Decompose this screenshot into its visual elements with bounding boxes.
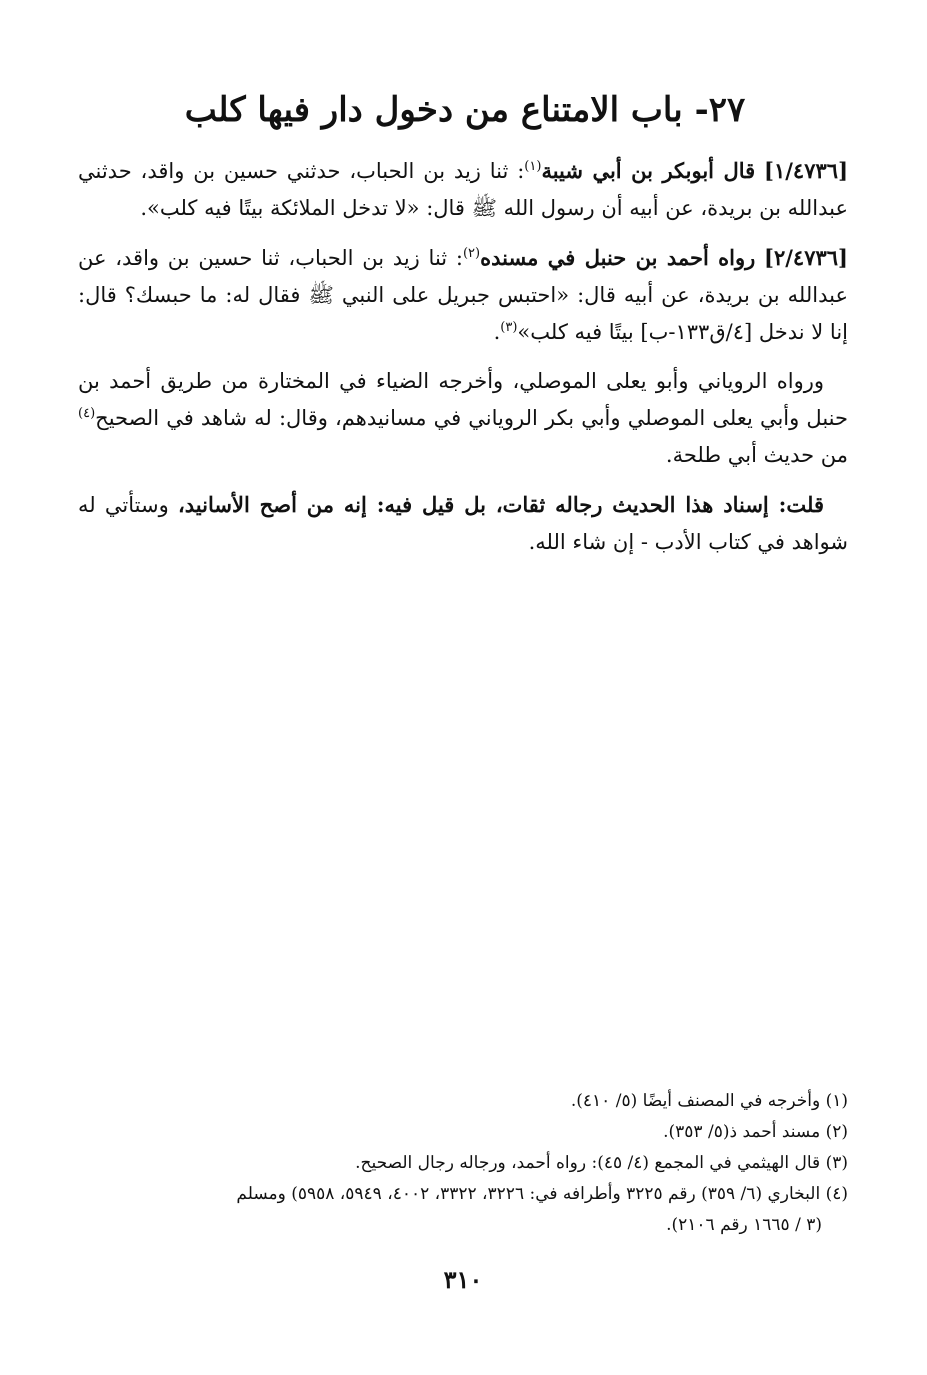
- footnote-4: (٤) البخاري (٦/ ٣٥٩) رقم ٣٢٢٥ وأطرافه في: ٣٢٢٦، ٣٣٢٢، ٤٠٠٢، ٥٩٤٩، ٥٩٥٨) ومسلم: [236, 1184, 848, 1204]
- sentence-end: .: [493, 320, 501, 344]
- hadith-text: : ثنا زيد بن الحباب، ثنا حسين بن واقد، عن عبدالله بن بريدة، عن أبيه قال: «احتبس جبريل على النبي ﷺ فقال له: ما حبسك؟ قال: إنا لا ندخل [٤/ق١٣٣-ب] بيتًا فيه كلب»: [78, 246, 848, 344]
- hadith-reference: [١/٤٧٣٦]: [764, 158, 848, 183]
- footnote-marker[interactable]: (٤): [78, 406, 96, 421]
- narrator-lead: قال أبوبكر بن أبي شيبة: [541, 158, 756, 183]
- footnote-marker[interactable]: (٢): [462, 246, 481, 261]
- chapter-title: ٢٧- باب الامتناع من دخول دار فيها كلب: [184, 90, 746, 130]
- narrator-lead: رواه أحمد بن حنبل في مسنده: [480, 245, 756, 270]
- footnote-4-continuation: [78, 1210, 848, 1241]
- footnote-marker[interactable]: (١): [524, 159, 542, 174]
- footnote-continuation-text: (٣ / ١٦٦٥ رقم ٢١٠٦).: [666, 1215, 822, 1235]
- footnotes-section: [78, 1086, 848, 1241]
- hadith-paragraph-2: [78, 239, 848, 351]
- author-note-text: وستأتي له شواهد في كتاب الأدب - إن شاء الله.: [78, 493, 848, 554]
- hadith-paragraph-1: [78, 152, 848, 227]
- footnote-1: (١) وأخرجه في المصنف أيضًا (٥/ ٤١٠).: [570, 1091, 848, 1111]
- footnote-3: (٣) قال الهيثمي في المجمع (٤/ ٤٥): رواه أحمد، ورجاله رجال الصحيح.: [355, 1153, 848, 1173]
- commentary-text: ورواه الروياني وأبو يعلى الموصلي، وأخرجه الضياء في المختارة من طريق أحمد بن حنبل وأبي يعلى الموصلي وأبي بكر الروياني في مسانيدهم، وقال: له شاهد في الصحيح: [78, 369, 848, 430]
- footnote-2: (٢) مسند أحمد ذ(٥/ ٣٥٣).: [663, 1122, 848, 1142]
- commentary-paragraph: [78, 363, 848, 474]
- footnote-marker[interactable]: (٣): [500, 320, 518, 335]
- author-note-lead: قلت: إسناد هذا الحديث رجاله ثقات، بل قيل فيه: إنه من أصح الأسانيد،: [178, 492, 824, 517]
- author-note-paragraph: [78, 486, 848, 561]
- commentary-end: من حديث أبي طلحة.: [665, 443, 848, 467]
- hadith-reference: [٢/٤٧٣٦]: [764, 245, 848, 270]
- main-text: [78, 152, 848, 573]
- hadith-text: : ثنا زيد بن الحباب، حدثني حسين بن واقد، حدثني عبدالله بن بريدة، عن أبيه أن رسول الله ﷺ قال: «لا تدخل الملائكة بيتًا فيه كلب».: [78, 159, 848, 220]
- page-number: ٣١٠: [443, 1265, 483, 1294]
